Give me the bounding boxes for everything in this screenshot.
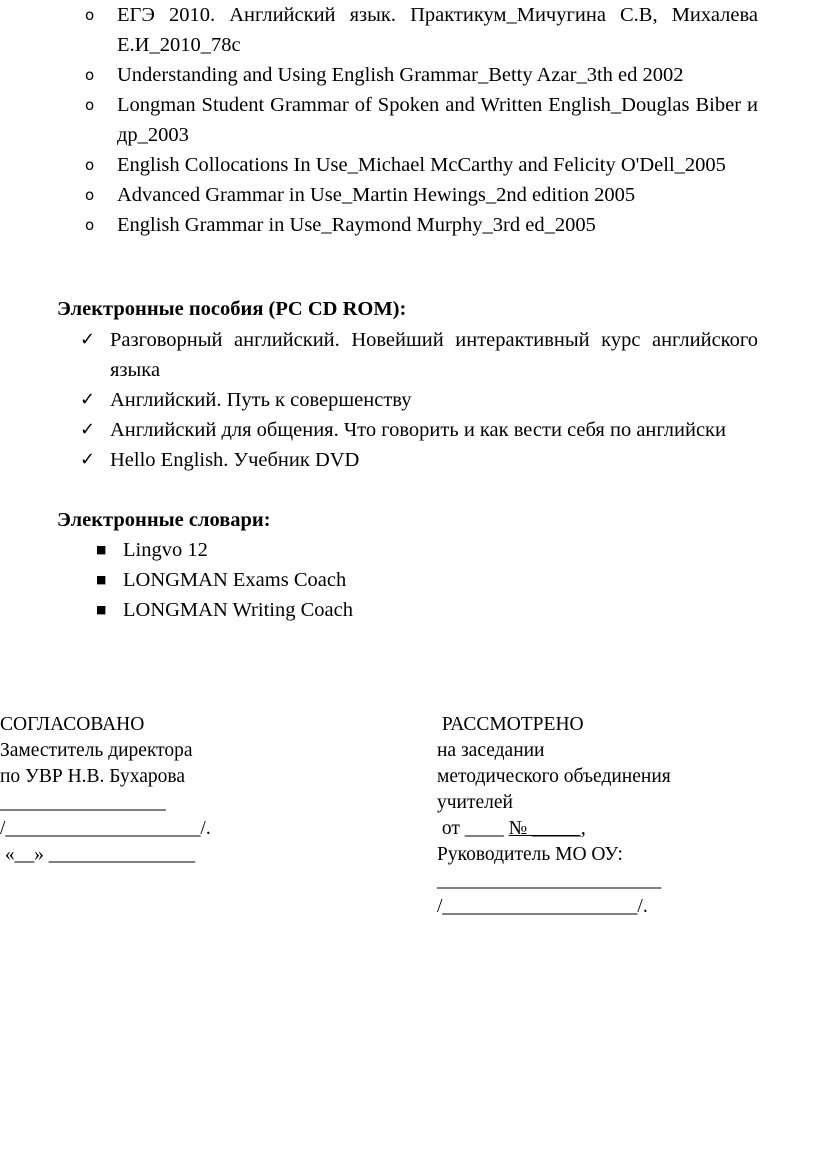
circle-bullet-icon: o — [85, 6, 95, 24]
dictionaries-heading: Электронные словари: — [57, 509, 271, 531]
reviewed-line: методического объединения — [437, 766, 671, 787]
list-item — [85, 0, 758, 60]
literature-item: ЕГЭ 2010. Английский язык. Практикум_Мичугина С.В, Михалева Е.И_2010_78с — [117, 4, 758, 56]
aid-item: Hello English. Учебник DVD — [110, 449, 360, 471]
circle-bullet-icon: o — [85, 186, 95, 204]
dictionary-item: Lingvo 12 — [123, 539, 208, 561]
circle-bullet-icon: o — [85, 216, 95, 234]
reviewed-line: учителей — [437, 792, 513, 813]
literature-item: English Grammar in Use_Raymond Murphy_3rd ed_2005 — [117, 214, 596, 236]
square-bullet-icon: ■ — [96, 573, 107, 586]
literature-item: Understanding and Using English Grammar_Betty Azar_3th ed 2002 — [117, 64, 684, 86]
list-item — [85, 210, 758, 240]
signature-name-line: /____________________/. — [437, 896, 648, 917]
list-item — [85, 180, 758, 210]
literature-item: Advanced Grammar in Use_Martin Hewings_2nd edition 2005 — [117, 184, 636, 206]
signature-line: _________________ — [0, 792, 166, 813]
signature-line: _______________________ — [437, 870, 662, 891]
approved-title: СОГЛАСОВАНО — [0, 714, 145, 735]
reviewed-line: на заседании — [437, 740, 545, 761]
signature-name-line: /____________________/. — [0, 818, 211, 839]
list-item — [80, 325, 758, 385]
aid-item: Английский для общения. Что говорить и как вести себя по английски — [110, 419, 726, 441]
literature-list — [85, 0, 758, 240]
reviewed-title: РАССМОТРЕНО — [437, 714, 584, 735]
aid-item: Разговорный английский. Новейший интерактивный курс английского языка — [110, 329, 758, 381]
protocol-line — [437, 816, 671, 842]
protocol-date: от ____ — [437, 818, 509, 839]
list-item — [96, 565, 696, 595]
approved-signature-block — [0, 712, 211, 868]
checkmark-icon: ✓ — [80, 449, 96, 470]
dictionary-item: LONGMAN Writing Coach — [123, 599, 353, 621]
checkmark-icon: ✓ — [80, 389, 96, 410]
list-item — [85, 60, 758, 90]
date-line: «__» _______________ — [0, 844, 195, 865]
checkmark-icon: ✓ — [80, 329, 96, 350]
checkmark-icon: ✓ — [80, 419, 96, 440]
dictionaries-list — [96, 535, 696, 625]
electronic-aids-list — [80, 325, 758, 475]
circle-bullet-icon: o — [85, 96, 95, 114]
literature-item: Longman Student Grammar of Spoken and Written English_Douglas Biber и др_2003 — [117, 94, 758, 146]
list-item — [80, 445, 758, 475]
reviewed-line: Руководитель МО ОУ: — [437, 844, 623, 865]
list-item — [85, 150, 758, 180]
list-item — [96, 535, 696, 565]
circle-bullet-icon: o — [85, 156, 95, 174]
list-item — [80, 385, 758, 415]
reviewed-signature-block — [437, 712, 671, 920]
aid-item: Английский. Путь к совершенству — [110, 389, 412, 411]
electronic-aids-heading: Электронные пособия (PC CD ROM): — [57, 298, 407, 320]
square-bullet-icon: ■ — [96, 543, 107, 556]
square-bullet-icon: ■ — [96, 603, 107, 616]
circle-bullet-icon: o — [85, 66, 95, 84]
literature-item: English Collocations In Use_Michael McCarthy and Felicity O'Dell_2005 — [117, 154, 726, 176]
list-item — [80, 415, 758, 445]
approved-line: по УВР Н.В. Бухарова — [0, 766, 186, 787]
approved-line: Заместитель директора — [0, 740, 193, 761]
protocol-number: № _____, — [508, 818, 586, 839]
dictionary-item: LONGMAN Exams Coach — [123, 569, 347, 591]
list-item — [96, 595, 696, 625]
list-item — [85, 90, 758, 150]
